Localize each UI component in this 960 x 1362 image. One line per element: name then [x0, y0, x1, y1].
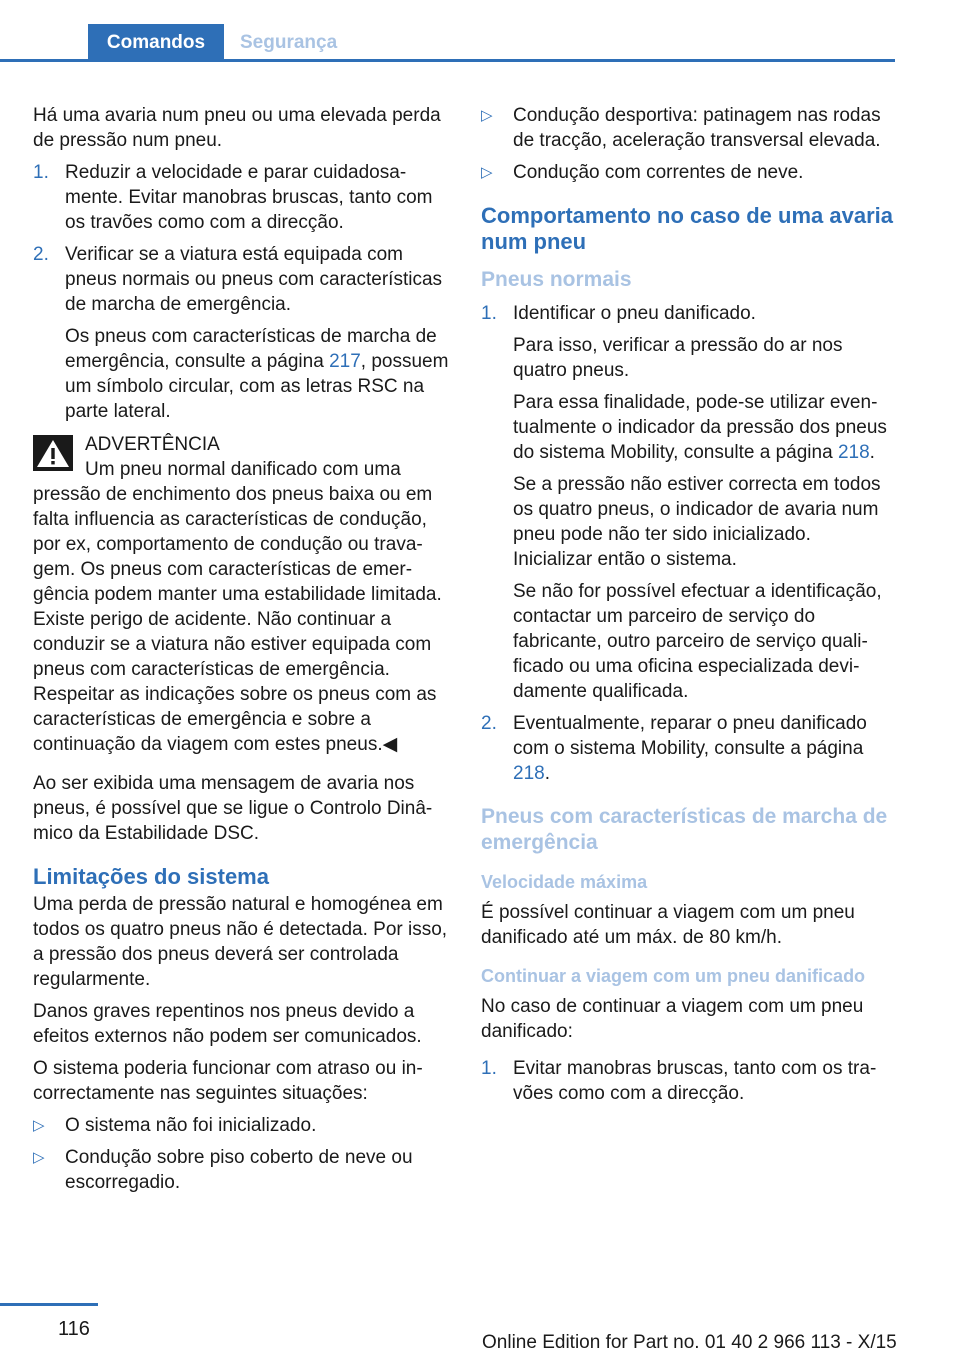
header-tabs: [0, 24, 895, 62]
list-item: [33, 160, 449, 235]
list-item: [481, 711, 895, 786]
bullet-text: Condução com correntes de neve.: [513, 162, 804, 183]
situations-list: [33, 1113, 449, 1195]
step-subparagraph: [513, 390, 895, 465]
procedure-list: [33, 160, 449, 424]
list-item: [33, 1145, 449, 1195]
page-link-218[interactable]: 218: [513, 763, 545, 784]
max-speed-heading: Velocidade máxima: [481, 872, 648, 892]
warning-box: [33, 432, 449, 757]
bullet-triangle-icon: ▷: [33, 1149, 45, 1166]
footer-divider: [0, 1303, 98, 1306]
list-item: [481, 103, 895, 153]
step-text: Evitar manobras bruscas, tanto com os travões como com a direcção.: [513, 1058, 877, 1104]
page-number: 116: [58, 1318, 90, 1340]
tab-comandos[interactable]: Comandos: [88, 24, 224, 59]
step-subparagraph: Se não for possível efectuar a identificação, contactar um parceiro de serviço do fabricante, outro parceiro de serviço qualificado ou uma oficina especializada devidamente qualificada.: [513, 581, 882, 702]
step-number: 1.: [481, 303, 497, 324]
bullet-triangle-icon: ▷: [481, 164, 493, 181]
continue-heading: Continuar a viagem com um pneu danificado: [481, 966, 866, 986]
warning-text: pressão de enchimento dos pneus baixa ou em falta influencia as características de condução, por ex, comportamento de condução ou travagem. Os pneus com características de emergência podem manter uma estabilidade limitada. Existe perigo de acidente. Não continuar a conduzir se a viatura não estiver equipada com pneus com características de emergência. Respeitar as indicações sobre os pneus com as características de emergência e sobre a continuação da viagem com estes pneus.◀: [33, 484, 442, 755]
max-speed-paragraph: É possível continuar a viagem com um pneu danificado até um máx. de 80 km/h.: [481, 902, 855, 948]
page-link-218[interactable]: 218: [837, 442, 870, 463]
list-item: [481, 160, 895, 185]
step-text: Verificar se a viatura está equipada com pneus normais ou pneus com características de marcha de emergência.: [65, 244, 443, 315]
bullet-triangle-icon: ▷: [33, 1117, 45, 1134]
left-column: [33, 103, 449, 1202]
intro-paragraph: Há uma avaria num pneu ou uma elevada perda de pressão num pneu.: [33, 105, 441, 151]
limits-paragraph: Uma perda de pressão natural e homogénea em todos os quatro pneus não é detectada. Por isso, a pressão dos pneus deverá ser controlada regularmente.: [33, 894, 448, 990]
continue-paragraph: No caso de continuar a viagem com um pneu danificado:: [481, 996, 864, 1042]
right-column: [481, 103, 895, 1113]
step-number: 1.: [33, 162, 49, 183]
step-text: .: [544, 763, 550, 784]
bullet-triangle-icon: ▷: [481, 107, 493, 124]
step-number: 1.: [481, 1058, 497, 1079]
behavior-heading: Comportamento no caso de uma avaria num pneu: [481, 203, 893, 254]
list-item: [481, 1056, 895, 1106]
bullet-text: Condução desportiva: patinagem nas rodas de tracção, aceleração transversal elevada.: [513, 105, 881, 151]
page-link-217[interactable]: 217: [329, 351, 361, 372]
continue-steps: [481, 1056, 895, 1106]
limits-paragraph: O sistema poderia funcionar com atraso ou incorrectamente nas seguintes situações:: [33, 1058, 423, 1104]
sub-text: Os pneus com características de marcha de emergência, consulte a página: [65, 326, 437, 372]
warning-triangle-icon: [33, 435, 73, 471]
bullet-text: O sistema não foi inicializado.: [65, 1115, 317, 1136]
step-text: Identificar o pneu danificado.: [513, 303, 756, 324]
list-item: [481, 301, 895, 704]
footer-edition: Online Edition for Part no. 01 40 2 966 113 - X/15: [482, 1332, 897, 1353]
step-subparagraph: [65, 324, 449, 424]
tab-seguranca[interactable]: Segurança: [240, 32, 338, 53]
sub-text: Para essa finalidade, pode-se utilizar eventualmente o indicador da pressão dos pneus do sistema Mobility, consulte a página: [513, 392, 887, 463]
bullet-text: Condução sobre piso coberto de neve ou escorregadio.: [65, 1147, 413, 1193]
limits-heading: Limitações do sistema: [33, 864, 269, 889]
step-subparagraph: Para isso, verificar a pressão do ar nos quatro pneus.: [513, 335, 843, 381]
step-subparagraph: Se a pressão não estiver correcta em todos os quatro pneus, o indicador de avaria num pneu pode não ter sido inicializado. Inicializar então o sistema.: [513, 474, 881, 570]
sub-text: .: [869, 442, 875, 463]
normal-tires-steps: [481, 301, 895, 786]
warning-lead: Um pneu normal danificado com uma: [85, 459, 401, 480]
step-number: 2.: [481, 713, 497, 734]
step-number: 2.: [33, 244, 49, 265]
normal-tires-heading: Pneus normais: [481, 268, 632, 291]
sub-text: , possuem um símbolo circular, com as letras RSC na parte lateral.: [65, 351, 449, 422]
limits-paragraph: Danos graves repentinos nos pneus devido a efeitos externos não podem ser comunicados.: [33, 1001, 422, 1047]
step-text: Reduzir a velocidade e parar cuidadosamente. Evitar manobras bruscas, tanto com os travões como com a direcção.: [65, 162, 433, 233]
situations-list-cont: [481, 103, 895, 185]
runflat-heading: Pneus com características de marcha de emergência: [481, 805, 888, 854]
dsc-paragraph: Ao ser exibida uma mensagem de avaria nos pneus, é possível que se ligue o Controlo Dinâmico da Estabilidade DSC.: [33, 773, 433, 844]
warning-title: ADVERTÊNCIA: [85, 434, 220, 455]
list-item: [33, 242, 449, 424]
step-text: Eventualmente, reparar o pneu danificado com o sistema Mobility, consulte a página: [513, 713, 867, 759]
list-item: [33, 1113, 449, 1138]
